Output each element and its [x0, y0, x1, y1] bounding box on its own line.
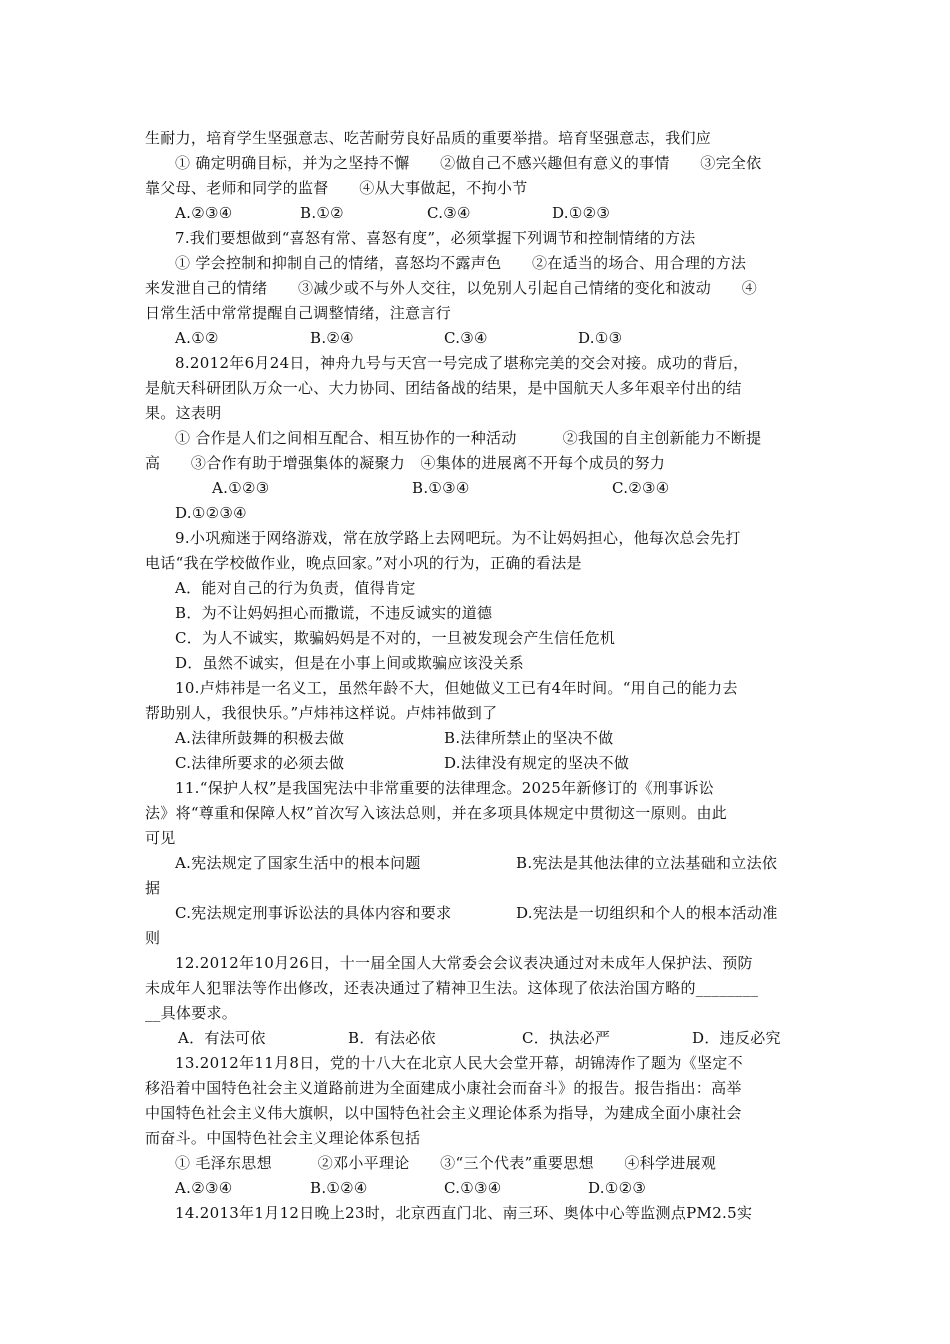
answer-option: B.①②: [300, 204, 344, 222]
answer-option: A．能对自己的行为负责，值得肯定: [175, 579, 416, 597]
text-line: 可见: [145, 829, 176, 847]
text-line: 果。这表明: [145, 404, 222, 422]
answer-option: B.①③④: [412, 479, 470, 497]
answer-option: A.法律所鼓舞的积极去做: [175, 729, 345, 747]
text-line: 而奋斗。中国特色社会主义理论体系包括: [145, 1129, 421, 1147]
answer-option: C.③④: [444, 329, 488, 347]
answer-option: D.法律没有规定的坚决不做: [444, 754, 630, 772]
text-line: ① 毛泽东思想 ②邓小平理论 ③“三个代表”重要思想 ④科学进展观: [175, 1154, 717, 1172]
answer-option: D．虽然不诚实，但是在小事上间或欺骗应该没关系: [175, 654, 524, 672]
question-11: 11.“保护人权”是我国宪法中非常重要的法律理念。2025年新修订的《刑事诉讼: [175, 779, 715, 797]
text-line: __具体要求。: [145, 1004, 238, 1022]
answer-option: B．为不让妈妈担心而撒谎，不违反诚实的道德: [175, 604, 493, 622]
answer-option: C.③④: [427, 204, 471, 222]
question-14: 14.2013年1月12日晚上23时，北京西直门北、南三环、奥体中心等监测点PM2.5实: [175, 1204, 753, 1222]
text-line: ① 学会控制和抑制自己的情绪，喜怒均不露声色 ②在适当的场合、用合理的方法: [175, 254, 747, 272]
answer-option: C.宪法规定刑事诉讼法的具体内容和要求: [175, 904, 452, 922]
text-line: 未成年人犯罪法等作出修改，还表决通过了精神卫生法。这体现了依法治国方略的________: [145, 979, 759, 997]
answer-option: C.法律所要求的必须去做: [175, 754, 345, 772]
answer-option: D.宪法是一切组织和个人的根本活动准: [516, 904, 778, 922]
question-9: 9.小巩痴迷于网络游戏，常在放学路上去网吧玩。为不让妈妈担心，他每次总会先打: [175, 529, 741, 547]
answer-option: A.②③④: [175, 204, 233, 222]
answer-option: A.宪法规定了国家生活中的根本问题: [175, 854, 421, 872]
question-7: 7.我们要想做到“喜怒有常、喜怒有度”，必须掌握下列调节和控制情绪的方法: [175, 229, 696, 247]
answer-option: B.法律所禁止的坚决不做: [444, 729, 614, 747]
answer-option: B.②④: [310, 329, 354, 347]
text-line: 移沿着中国特色社会主义道路前进为全面建成小康社会而奋斗》的报告。报告指出：高举: [145, 1079, 742, 1097]
text-line: 日常生活中常常提醒自己调整情绪，注意言行: [145, 304, 452, 322]
text-line: 是航天科研团队万众一心、大力协同、团结备战的结果，是中国航天人多年艰辛付出的结: [145, 379, 742, 397]
question-13: 13.2012年11月8日，党的十八大在北京人民大会堂开幕，胡锦涛作了题为《坚定不: [175, 1054, 743, 1072]
answer-option: D.①②③: [552, 204, 611, 222]
answer-option: D.①③: [578, 329, 623, 347]
question-12: 12.2012年10月26日，十一届全国人大常委会会议表决通过对未成年人保护法、预防: [175, 954, 753, 972]
text-line: ① 确定明确目标，并为之坚持不懈 ②做自己不感兴趣但有意义的事情 ③完全依: [175, 154, 762, 172]
answer-option: B.宪法是其他法律的立法基础和立法依: [516, 854, 778, 872]
answer-option: B．有法必依: [348, 1029, 436, 1047]
text-line: 高 ③合作有助于增强集体的凝聚力 ④集体的进展离不开每个成员的努力: [145, 454, 666, 472]
text-line: 来发泄自己的情绪 ③减少或不与外人交往，以免别人引起自己情绪的变化和波动 ④: [145, 279, 758, 297]
answer-option: D.①②③: [588, 1179, 647, 1197]
question-8: 8.2012年6月24日，神舟九号与天宫一号完成了堪称完美的交会对接。成功的背后，: [175, 354, 749, 372]
text-line: 中国特色社会主义伟大旗帜，以中国特色社会主义理论体系为指导，为建成全面小康社会: [145, 1104, 742, 1122]
answer-option: A.①②③: [212, 479, 270, 497]
text-line: 电话“我在学校做作业，晚点回家。”对小巩的行为，正确的看法是: [145, 554, 582, 572]
answer-option: C.①③④: [444, 1179, 502, 1197]
answer-option: C．执法必严: [522, 1029, 611, 1047]
answer-option: B.①②④: [310, 1179, 368, 1197]
text-line: 则: [145, 929, 161, 947]
answer-option: D．违反必究: [692, 1029, 781, 1047]
text-line: 法》将“尊重和保障人权”首次写入该法总则，并在多项具体规定中贯彻这一原则。由此: [145, 804, 728, 822]
text-line: 帮助别人，我很快乐。”卢炜祎这样说。卢炜祎做到了: [145, 704, 498, 722]
answer-option: A．有法可依: [178, 1029, 266, 1047]
answer-option: A.②③④: [175, 1179, 233, 1197]
text-line: 生耐力，培育学生坚强意志、吃苦耐劳良好品质的重要举措。培育坚强意志，我们应: [145, 129, 712, 147]
answer-option: C.②③④: [612, 479, 670, 497]
question-10: 10.卢炜祎是一名义工，虽然年龄不大，但她做义工已有4年时间。“用自己的能力去: [175, 679, 738, 697]
text-line: ① 合作是人们之间相互配合、相互协作的一种活动 ②我国的自主创新能力不断提: [175, 429, 762, 447]
answer-option: C．为人不诚实，欺骗妈妈是不对的，一旦被发现会产生信任危机: [175, 629, 616, 647]
text-line: 据: [145, 879, 161, 897]
text-line: 靠父母、老师和同学的监督 ④从大事做起，不拘小节: [145, 179, 528, 197]
answer-option: A.①②: [175, 329, 219, 347]
answer-option: D.①②③④: [175, 504, 247, 522]
